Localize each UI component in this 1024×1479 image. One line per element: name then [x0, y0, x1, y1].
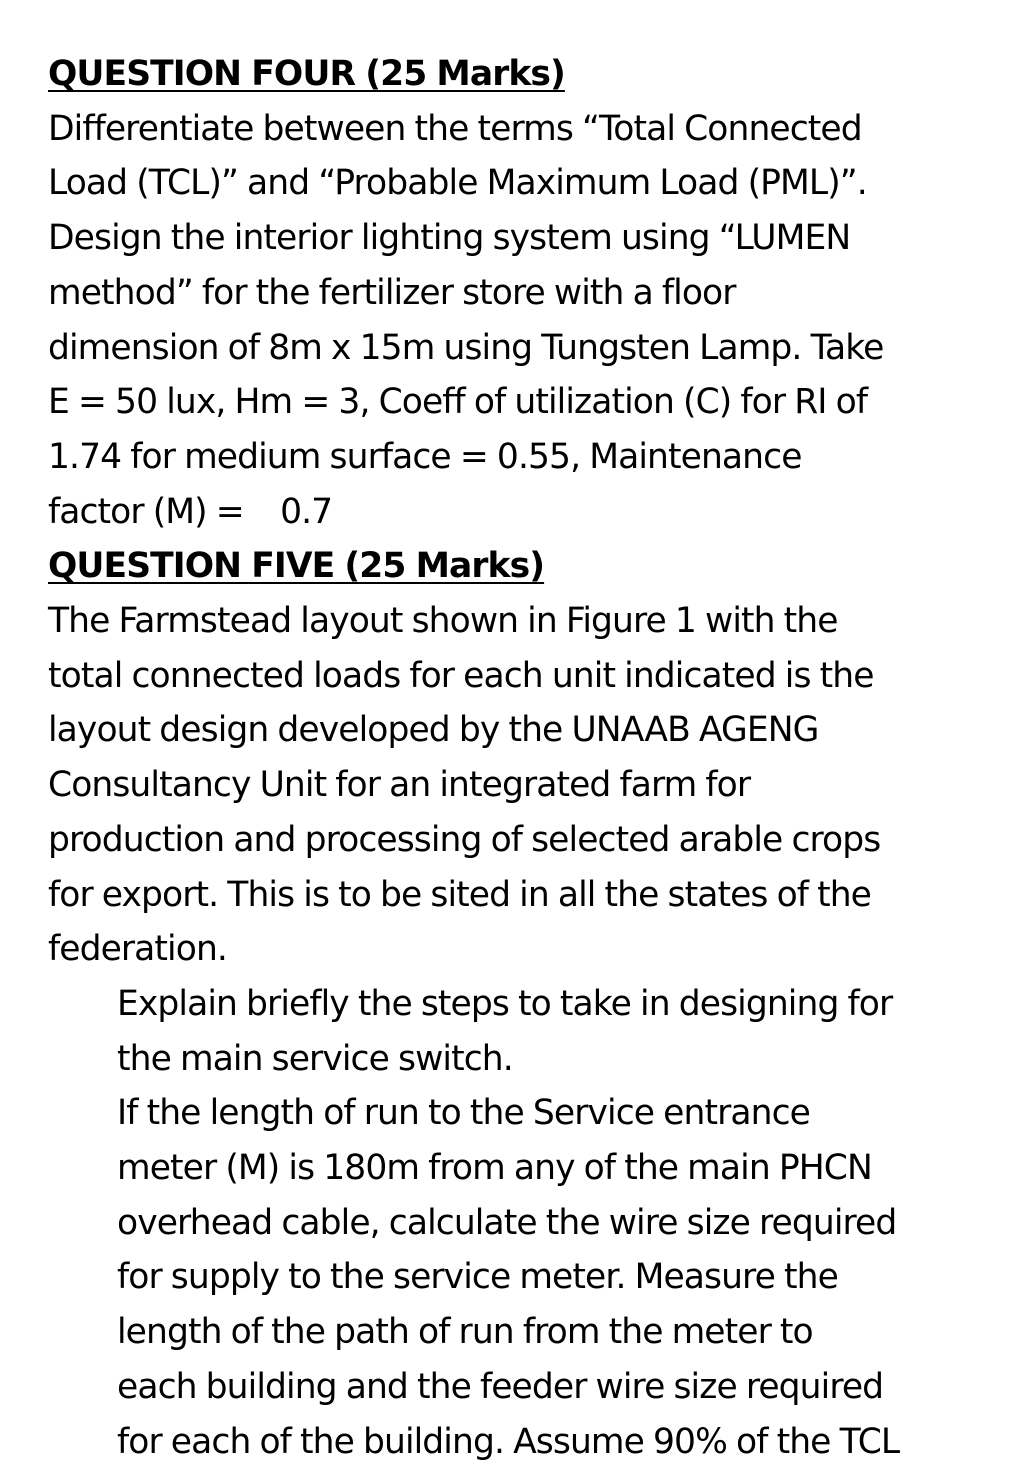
- sub-item-line: If the length of run to the Service entrance: [117, 1093, 810, 1134]
- question-five-line: federation.: [48, 929, 227, 970]
- question-four-line: E = 50 lux, Hm = 3, Coeff of utilization (C) for RI of: [48, 382, 868, 423]
- sub-item-line: length of the path of run from the meter to: [117, 1312, 813, 1353]
- question-five-line: total connected loads for each unit indicated is the: [48, 655, 874, 696]
- sub-item-line: meter (M) is 180m from any of the main PHCN: [117, 1148, 872, 1189]
- question-five-line: The Farmstead layout shown in Figure 1 with the: [48, 601, 838, 642]
- question-four-line: dimension of 8m x 15m using Tungsten Lamp. Take: [48, 327, 884, 368]
- sub-item-line: overhead cable, calculate the wire size required: [117, 1202, 897, 1243]
- question-five-heading: QUESTION FIVE (25 Marks): [48, 546, 545, 587]
- sub-item-line: the main service switch.: [117, 1038, 513, 1079]
- question-five-line: for export. This is to be sited in all the states of the: [48, 874, 872, 915]
- question-five-sub-item-1: [48, 977, 1008, 1086]
- question-four-line: Design the interior lighting system using “LUMEN: [48, 218, 851, 259]
- sub-item-line: Explain briefly the steps to take in designing for: [117, 983, 893, 1024]
- sub-item-line: for supply to the service meter. Measure the: [117, 1257, 838, 1298]
- question-five-section: [48, 539, 1008, 1469]
- question-five-line: production and processing of selected arable crops: [48, 819, 881, 860]
- question-five-sub-item-2: [48, 1086, 1008, 1469]
- document-body: [48, 47, 1008, 1469]
- question-four-heading: QUESTION FOUR (25 Marks): [48, 54, 565, 94]
- question-four-line: Load (TCL)” and “Probable Maximum Load (PML)”.: [48, 163, 867, 204]
- question-four-line: method” for the fertilizer store with a floor: [48, 272, 736, 313]
- sub-item-line: each building and the feeder wire size required: [117, 1366, 884, 1407]
- sub-item-line: for each of the building. Assume 90% of the TCL: [117, 1421, 900, 1462]
- question-four-line: 1.74 for medium surface = 0.55, Maintenance: [48, 436, 802, 477]
- question-five-line: Consultancy Unit for an integrated farm for: [48, 765, 751, 806]
- question-four-line: Differentiate between the terms “Total Connected: [48, 108, 862, 149]
- question-four-section: [48, 47, 1008, 539]
- question-five-line: layout design developed by the UNAAB AGENG: [48, 710, 819, 751]
- question-four-line: factor (M) = 0.7: [48, 491, 333, 532]
